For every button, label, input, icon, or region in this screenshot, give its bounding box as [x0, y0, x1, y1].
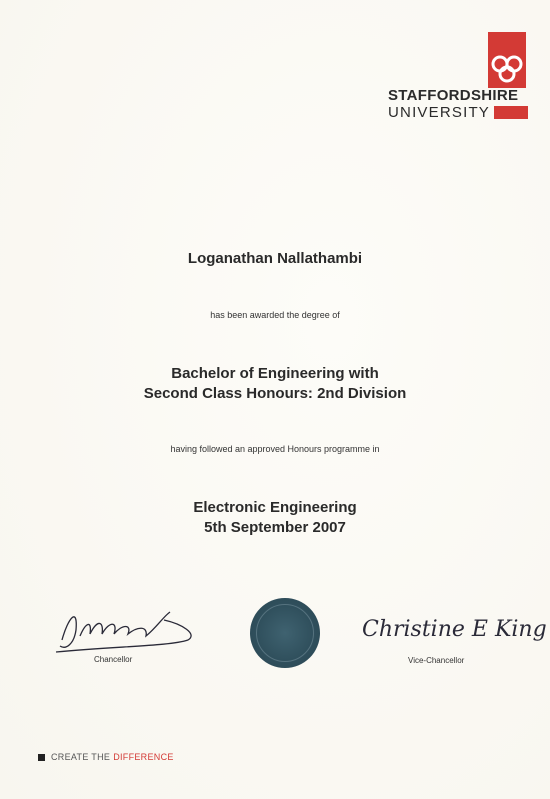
followed-text: having followed an approved Honours programme in	[170, 444, 380, 454]
subject-block	[0, 498, 550, 538]
university-logo-text	[388, 88, 528, 121]
footer-tagline	[38, 752, 174, 762]
degree-line-2: Second Class Honours: 2nd Division	[143, 385, 407, 402]
logo-line-staffordshire: STAFFORDSHIRE	[388, 87, 519, 104]
award-date: 5th September 2007	[204, 519, 346, 536]
chancellor-signature	[52, 600, 202, 658]
vice-chancellor-signature	[360, 604, 547, 652]
degree-title	[0, 364, 550, 404]
logo-red-bar	[494, 106, 528, 119]
vice-chancellor-label: Vice-Chancellor	[408, 656, 465, 665]
university-logo-emblem	[488, 32, 526, 88]
awarded-text: has been awarded the degree of	[210, 310, 340, 320]
vice-chancellor-signature-lettering: Christine E King	[362, 617, 547, 642]
footer-square-icon	[38, 754, 45, 761]
degree-line-1: Bachelor of Engineering with	[171, 365, 379, 382]
subject-name: Electronic Engineering	[193, 499, 357, 516]
logo-line-university: UNIVERSITY	[388, 104, 491, 121]
knot-icon	[488, 52, 526, 88]
university-seal	[250, 598, 320, 668]
recipient-name: Loganathan Nallathambi	[187, 250, 363, 267]
seal-ring	[256, 604, 314, 662]
chancellor-label: Chancellor	[94, 655, 133, 664]
footer-text-part2: DIFFERENCE	[113, 752, 174, 762]
footer-text-part1: CREATE THE	[51, 752, 111, 762]
